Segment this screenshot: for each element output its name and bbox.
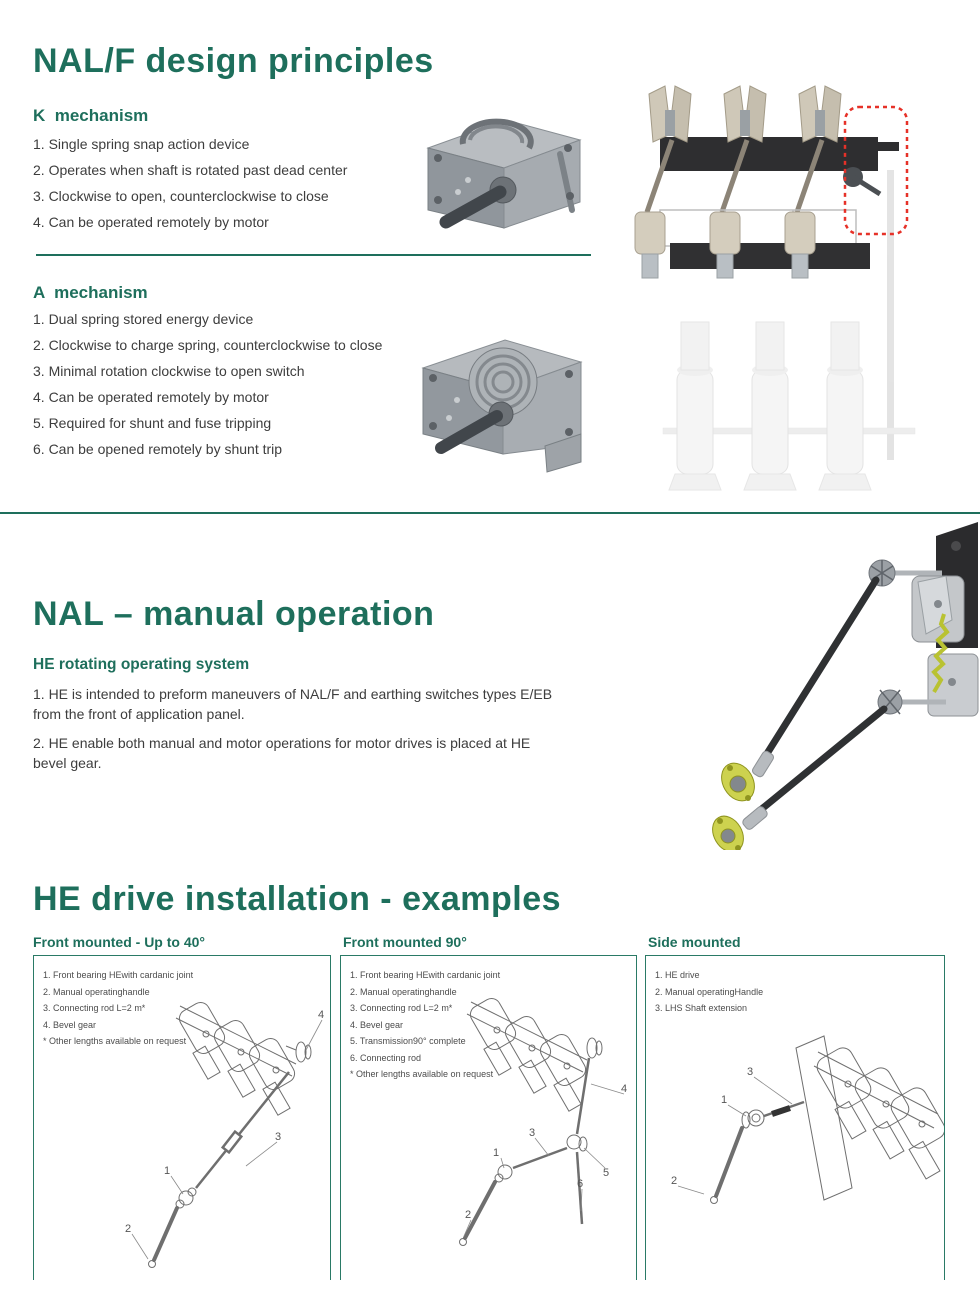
column1-heading: Front mounted - Up to 40°	[33, 934, 206, 950]
he-operating-system-image	[700, 516, 980, 850]
column1-drawing	[34, 956, 330, 1279]
page-title-installation: HE drive installation - examples	[33, 880, 562, 918]
svg-text:2: 2	[671, 1175, 678, 1187]
list-item: 2. Clockwise to charge spring, counterclockwise to close	[33, 337, 383, 353]
svg-text:2: 2	[125, 1223, 132, 1235]
svg-text:5: 5	[603, 1167, 610, 1179]
paragraph: 1. HE is intended to preform maneuvers of NAL/F and earthing switches types E/EB from the front of application panel.	[33, 686, 553, 722]
list-item: 3. LHS Shaft extension	[655, 1003, 748, 1013]
column2-heading: Front mounted 90°	[343, 934, 467, 950]
list-item: 4. Bevel gear	[350, 1019, 404, 1030]
paragraph: 2. HE enable both manual and motor operations for motor drives is placed at HE bevel gear.	[33, 735, 531, 771]
svg-text:1: 1	[164, 1165, 171, 1177]
column2-box	[340, 955, 637, 1280]
list-item: 3. Connecting rod L=2 m*	[43, 1003, 146, 1013]
list-item: 3. Clockwise to open, counterclockwise to close	[33, 188, 329, 204]
he-system-text	[33, 684, 558, 782]
k-mechanism-list	[33, 131, 347, 235]
column1-box	[33, 955, 331, 1280]
page-title-manual-operation: NAL – manual operation	[33, 595, 435, 633]
list-item: 4. Can be operated remotely by motor	[33, 214, 269, 230]
svg-text:4: 4	[621, 1083, 628, 1095]
k-mechanism-image	[408, 110, 594, 238]
list-item: 2. Operates when shaft is rotated past dead center	[33, 162, 348, 178]
a-mechanism-image	[405, 326, 597, 476]
list-item: 6. Can be opened remotely by shunt trip	[33, 441, 283, 457]
switch-disconnector-image	[625, 82, 970, 494]
section-divider	[36, 254, 591, 256]
svg-text:3: 3	[529, 1127, 536, 1139]
k-mechanism-heading: K mechanism	[33, 106, 149, 125]
list-item: 1. Dual spring stored energy device	[33, 311, 254, 327]
list-item: 6. Connecting rod	[350, 1052, 422, 1063]
column3-drawing	[646, 956, 944, 1279]
svg-text:1: 1	[721, 1094, 728, 1106]
list-item: 2. Manual operatinghandle	[43, 986, 150, 997]
column3-box	[645, 955, 945, 1280]
list-item: 4. Bevel gear	[43, 1019, 97, 1030]
svg-text:3: 3	[747, 1066, 754, 1078]
a-mechanism-list	[33, 306, 382, 462]
list-item: * Other lengths available on request	[350, 1069, 494, 1079]
a-mechanism-heading: A mechanism	[33, 283, 148, 302]
list-item: 5. Transmission90° complete	[350, 1036, 466, 1046]
list-item: 3. Minimal rotation clockwise to open switch	[33, 363, 305, 379]
list-item: 1. HE drive	[655, 970, 700, 980]
list-item: 4. Can be operated remotely by motor	[33, 389, 269, 405]
page-title-design-principles: NAL/F design principles	[33, 42, 434, 80]
list-item: 1. Front bearing HEwith cardanic joint	[43, 970, 194, 980]
list-item: * Other lengths available on request	[43, 1036, 187, 1046]
list-item: 5. Required for shunt and fuse tripping	[33, 415, 272, 431]
svg-text:1: 1	[493, 1147, 500, 1159]
he-system-heading: HE rotating operating system	[33, 656, 250, 673]
list-item: 2. Manual operatingHandle	[655, 986, 764, 997]
list-item: 2. Manual operatinghandle	[350, 986, 457, 997]
svg-text:2: 2	[465, 1209, 472, 1221]
list-item: 1. Single spring snap action device	[33, 136, 250, 152]
column3-heading: Side mounted	[648, 934, 741, 950]
column2-drawing	[341, 956, 636, 1279]
svg-text:4: 4	[318, 1009, 325, 1021]
list-item: 3. Connecting rod L=2 m*	[350, 1003, 453, 1013]
page-divider	[0, 512, 980, 514]
svg-text:3: 3	[275, 1131, 282, 1143]
list-item: 1. Front bearing HEwith cardanic joint	[350, 970, 501, 980]
svg-text:6: 6	[577, 1178, 584, 1190]
